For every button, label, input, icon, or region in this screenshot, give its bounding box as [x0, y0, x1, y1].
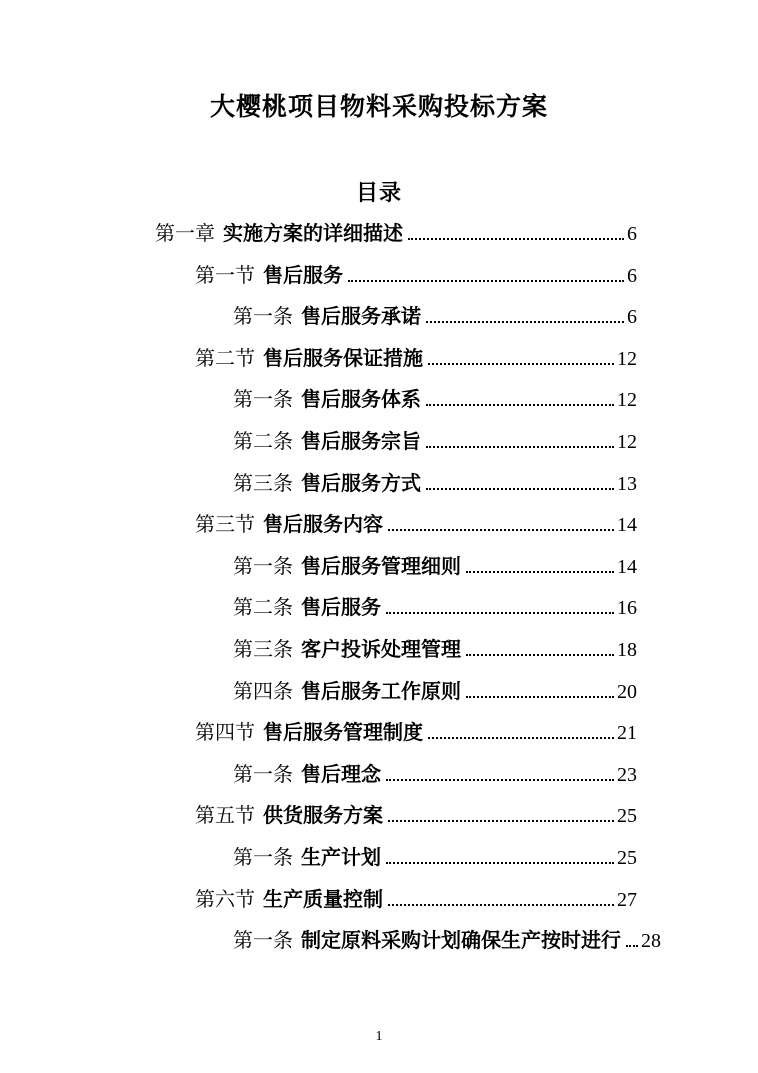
toc-entry-number: 第一条	[233, 763, 293, 786]
toc-entry-title: 供货服务方案	[263, 805, 383, 828]
toc-entry-title: 售后理念	[301, 763, 381, 786]
dot-leader	[386, 859, 614, 864]
toc-entry[interactable]	[155, 505, 637, 547]
toc-entry-title: 售后服务管理制度	[263, 722, 423, 745]
toc-entry-page: 14	[617, 514, 637, 537]
toc-entry-number: 第四条	[233, 680, 293, 703]
toc-entry-number: 第一条	[233, 846, 293, 869]
toc-entry-number: 第三条	[233, 472, 293, 495]
toc-entry-number: 第一条	[233, 389, 293, 412]
toc-entry-page: 13	[617, 472, 637, 495]
toc-entry[interactable]	[155, 713, 637, 755]
toc-entry[interactable]	[155, 214, 637, 256]
toc-entry-title: 售后服务宗旨	[301, 430, 421, 453]
toc-entry-number: 第三节	[195, 514, 255, 537]
toc-entry-number: 第五节	[195, 805, 255, 828]
toc-entry[interactable]	[155, 838, 637, 880]
dot-leader	[348, 277, 624, 282]
dot-leader	[388, 901, 614, 906]
toc-entry-page: 6	[627, 223, 637, 245]
toc-entry-title: 售后服务承诺	[301, 306, 421, 329]
toc-entry-page: 12	[617, 347, 637, 370]
toc-entry-title: 售后服务管理细则	[301, 555, 461, 578]
toc-entry-number: 第一条	[233, 306, 293, 329]
toc-entry-page: 12	[617, 389, 637, 412]
dot-leader	[388, 526, 614, 531]
toc-entry-page: 23	[617, 763, 637, 786]
toc-entry[interactable]	[155, 464, 637, 506]
toc-entry-title: 售后服务体系	[301, 389, 421, 412]
toc-entry-page: 25	[617, 805, 637, 828]
toc-entry-number: 第一章	[155, 223, 215, 245]
dot-leader	[428, 734, 614, 739]
toc-entry-title: 售后服务方式	[301, 472, 421, 495]
dot-leader	[386, 776, 614, 781]
toc-entry-number: 第二条	[233, 430, 293, 453]
toc-entry-title: 售后服务	[301, 597, 381, 620]
toc-entry-page: 6	[627, 306, 637, 329]
toc-entry[interactable]	[155, 588, 637, 630]
dot-leader	[626, 942, 638, 947]
toc-entry-title: 生产计划	[301, 846, 381, 869]
toc-entry[interactable]	[155, 422, 637, 464]
toc-entry-number: 第四节	[195, 722, 255, 745]
toc-entry[interactable]	[155, 796, 637, 838]
toc-entry-number: 第一节	[195, 264, 255, 287]
toc-heading: 目录	[355, 180, 402, 205]
toc-entry-title: 生产质量控制	[263, 888, 383, 911]
toc-entry-number: 第三条	[233, 638, 293, 661]
toc-entry[interactable]	[155, 921, 661, 963]
toc-entry-page: 6	[627, 264, 637, 287]
toc-entry[interactable]	[155, 630, 637, 672]
toc-entry[interactable]	[155, 297, 637, 339]
toc-entry-page: 18	[617, 638, 637, 661]
dot-leader	[408, 235, 624, 240]
dot-leader	[426, 318, 624, 323]
dot-leader	[386, 609, 614, 614]
toc-entry-number: 第二节	[195, 347, 255, 370]
dot-leader	[428, 360, 614, 365]
toc-entry-title: 售后服务工作原则	[301, 680, 461, 703]
toc-list	[155, 214, 661, 963]
toc-entry-number: 第六节	[195, 888, 255, 911]
toc-entry-title: 售后服务内容	[263, 514, 383, 537]
toc-entry-page: 27	[617, 888, 637, 911]
toc-entry-title: 售后服务保证措施	[263, 347, 423, 370]
toc-entry[interactable]	[155, 256, 637, 298]
dot-leader	[426, 485, 614, 490]
toc-entry[interactable]	[155, 672, 637, 714]
footer-page-number: 1	[375, 1029, 383, 1044]
toc-entry-title: 实施方案的详细描述	[223, 223, 403, 245]
toc-entry-page: 12	[617, 430, 637, 453]
toc-entry-page: 14	[617, 555, 637, 578]
dot-leader	[426, 443, 614, 448]
toc-entry-page: 21	[617, 722, 637, 745]
document-title: 大樱桃项目物料采购投标方案	[209, 93, 548, 121]
dot-leader	[426, 401, 614, 406]
toc-entry-title: 制定原料采购计划确保生产按时进行	[301, 930, 621, 953]
dot-leader	[388, 817, 614, 822]
dot-leader	[466, 693, 614, 698]
dot-leader	[466, 568, 614, 573]
toc-entry-number: 第二条	[233, 597, 293, 620]
toc-entry[interactable]	[155, 880, 637, 922]
toc-entry-title: 售后服务	[263, 264, 343, 287]
toc-entry[interactable]	[155, 547, 637, 589]
toc-entry-page: 20	[617, 680, 637, 703]
toc-entry-page: 25	[617, 846, 637, 869]
toc-entry[interactable]	[155, 380, 637, 422]
toc-entry-number: 第一条	[233, 930, 293, 953]
toc-entry[interactable]	[155, 755, 637, 797]
toc-entry-title: 客户投诉处理管理	[301, 638, 461, 661]
toc-entry-page: 28	[641, 930, 661, 953]
toc-entry-page: 16	[617, 597, 637, 620]
toc-entry[interactable]	[155, 339, 637, 381]
toc-entry-number: 第一条	[233, 555, 293, 578]
dot-leader	[466, 651, 614, 656]
